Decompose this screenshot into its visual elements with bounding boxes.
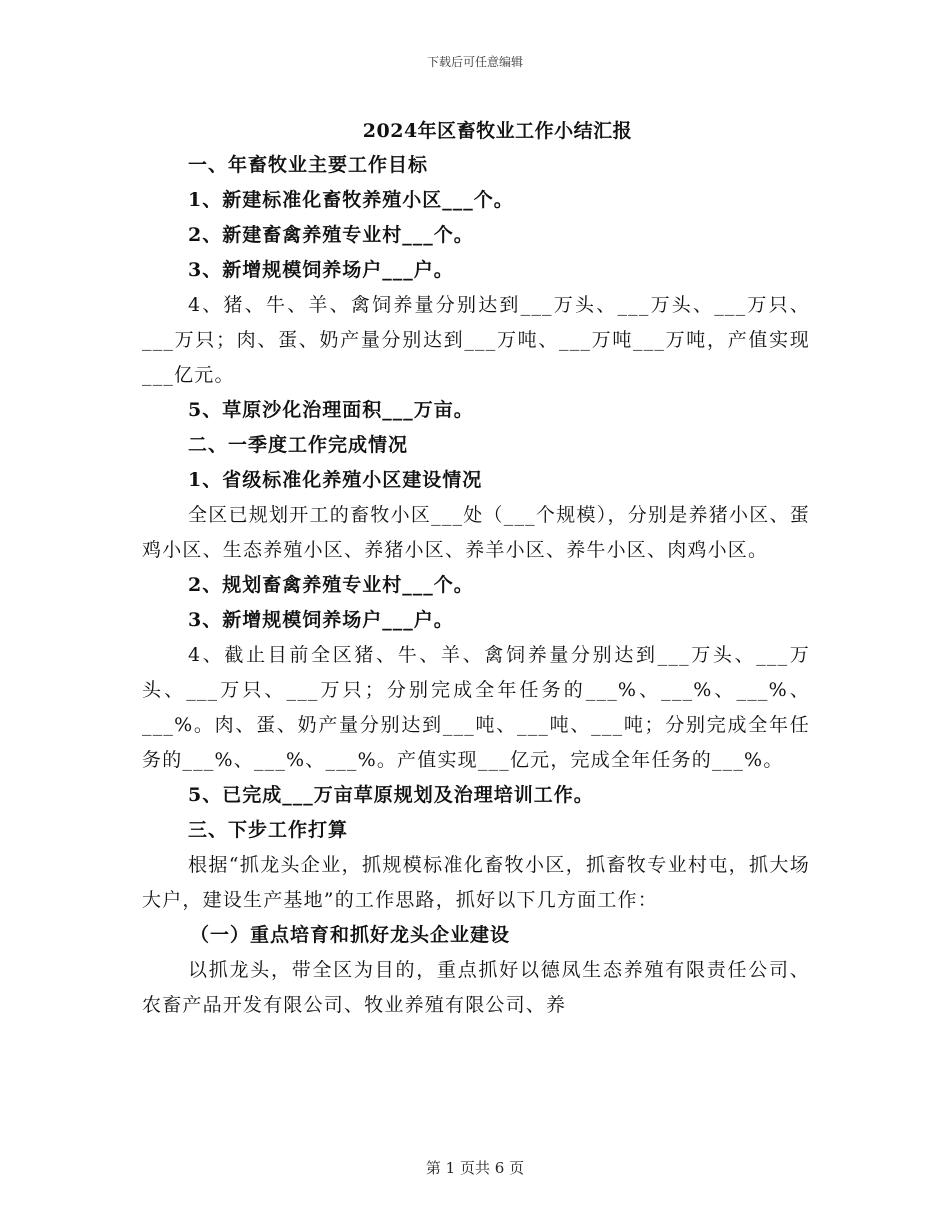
goal-item: 3、新增规模饲养场户___户。 xyxy=(188,259,454,281)
progress-item: 3、新增规模饲养场户___户。 xyxy=(188,609,454,631)
page-header-note: 下载后可任意编辑 xyxy=(426,55,523,69)
section-heading: 二、一季度工作完成情况 xyxy=(188,434,409,456)
progress-item: 5、已完成___万亩草原规划及治理培训工作。 xyxy=(188,784,594,806)
progress-item: 1、省级标准化养殖小区建设情况 xyxy=(188,469,483,491)
progress-paragraph: 4、截止目前全区猪、牛、羊、禽饲养量分别达到___万头、___万头、___万只、___万只；分别完成全年任务的___%、___%、___%、___%。肉、蛋、奶产量分别达到___吨、___吨、___吨；分别完成全年任务的___%、___%、___%。产值实现___亿元，完成全年任务的___%。 xyxy=(142,644,810,771)
document-title: 2024年区畜牧业工作小结汇报 xyxy=(362,120,633,142)
progress-paragraph: 全区已规划开工的畜牧小区___处（___个规模），分别是养猪小区、蛋鸡小区、生态养殖小区、养猪小区、养羊小区、养牛小区、肉鸡小区。 xyxy=(142,504,810,561)
document-body xyxy=(142,148,810,1023)
goal-item: 5、草原沙化治理面积___万亩。 xyxy=(188,399,474,421)
page-number: 第 1 页共 6 页 xyxy=(425,1159,525,1177)
goal-item: 1、新建标准化畜牧养殖小区___个。 xyxy=(188,189,514,211)
progress-item: 2、规划畜禽养殖专业村___个。 xyxy=(188,574,474,596)
plan-paragraph: 根据“抓龙头企业，抓规模标准化畜牧小区，抓畜牧专业村屯，抓大场大户，建设生产基地”的工作思路，抓好以下几方面工作： xyxy=(142,854,810,911)
plan-paragraph: 以抓龙头，带全区为目的，重点抓好以德凤生态养殖有限责任公司、农畜产品开发有限公司、牧业养殖有限公司、养 xyxy=(142,959,810,1016)
section-heading: 一、年畜牧业主要工作目标 xyxy=(188,154,429,176)
goal-item: 2、新建畜禽养殖专业村___个。 xyxy=(188,224,474,246)
plan-subheading: （一）重点培育和抓好龙头企业建设 xyxy=(190,924,511,946)
goal-paragraph: 4、猪、牛、羊、禽饲养量分别达到___万头、___万头、___万只、___万只；肉、蛋、奶产量分别达到___万吨、___万吨___万吨，产值实现___亿元。 xyxy=(142,294,810,386)
section-heading: 三、下步工作打算 xyxy=(188,819,349,841)
